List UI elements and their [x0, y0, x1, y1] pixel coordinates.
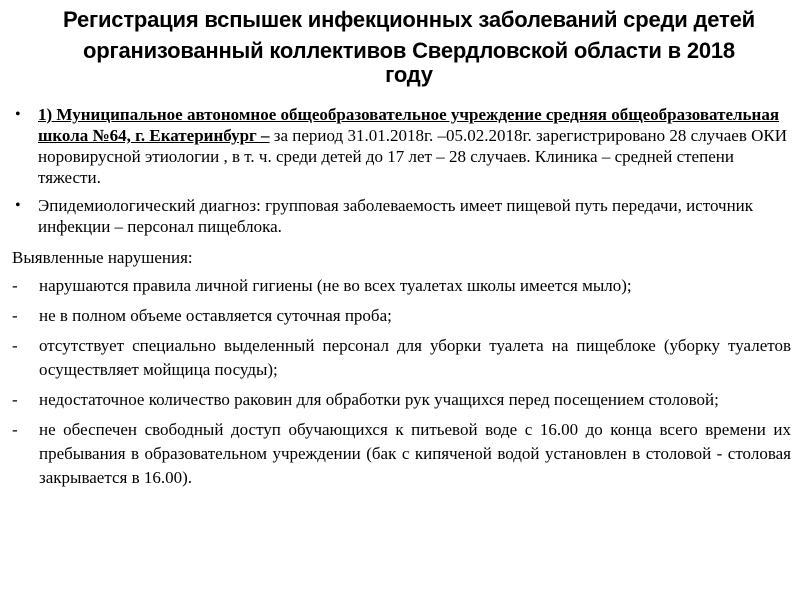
bullet-item-diagnosis: [10, 195, 790, 237]
finding-text: не обеспечен свободный доступ обучающихся к питьевой воде с 16.00 до конца всего времени их пребывания в образовательном учреждении (бак с кипяченой водой установлен в столовой - столовая закрывается в 16.00).: [39, 420, 791, 487]
institution-name: 1) Муниципальное автономное общеобразовательное учреждение средняя общеобразовательная школа №64, г. Екатеринбург –: [38, 105, 780, 145]
dash-marker: -: [12, 276, 18, 295]
bullet-dot-icon: •: [15, 197, 21, 214]
dash-marker: -: [12, 420, 18, 439]
finding-item: [10, 388, 791, 412]
dash-marker: -: [12, 390, 18, 409]
title-line-2: организованный коллективов Свердловской области в 2018: [83, 38, 735, 63]
dash-marker: -: [12, 306, 18, 325]
finding-text: недостаточное количество раковин для обработки рук учащихся перед посещением столовой;: [39, 390, 719, 409]
findings-heading: Выявленные нарушения:: [12, 248, 193, 267]
bullet-item-outbreak: [10, 104, 790, 188]
title-line-3: году: [385, 62, 433, 87]
slide-title: [24, 4, 794, 87]
title-line-1: Регистрация вспышек инфекционных заболеваний среди детей: [63, 7, 755, 32]
finding-text: не в полном объеме оставляется суточная проба;: [39, 306, 392, 325]
finding-item: [10, 304, 791, 328]
finding-text: нарушаются правила личной гигиены (не во всех туалетах школы имеется мыло);: [39, 276, 632, 295]
dash-marker: -: [12, 336, 18, 355]
finding-item: [10, 418, 791, 490]
finding-text: отсутствует специально выделенный персонал для уборки туалета на пищеблоке (уборку туалетов осуществляет мойщица посуды);: [39, 336, 791, 379]
diagnosis-text: Эпидемиологический диагноз: групповая заболеваемость имеет пищевой путь передачи, источник инфекции – персонал пищеблока.: [38, 196, 754, 236]
finding-item: [10, 274, 791, 298]
outbreak-details: за период 31.01.2018г. –05.02.2018г. зарегистрировано 28 случаев ОКИ норовирусной этиологии , в т. ч. среди детей до 17 лет – 28 случаев. Клиника – средней степени тяжести.: [38, 126, 787, 187]
bullet-dot-icon: •: [15, 106, 21, 123]
finding-item: [10, 334, 791, 382]
findings-list: [10, 274, 791, 490]
bullet-list: [10, 104, 790, 237]
